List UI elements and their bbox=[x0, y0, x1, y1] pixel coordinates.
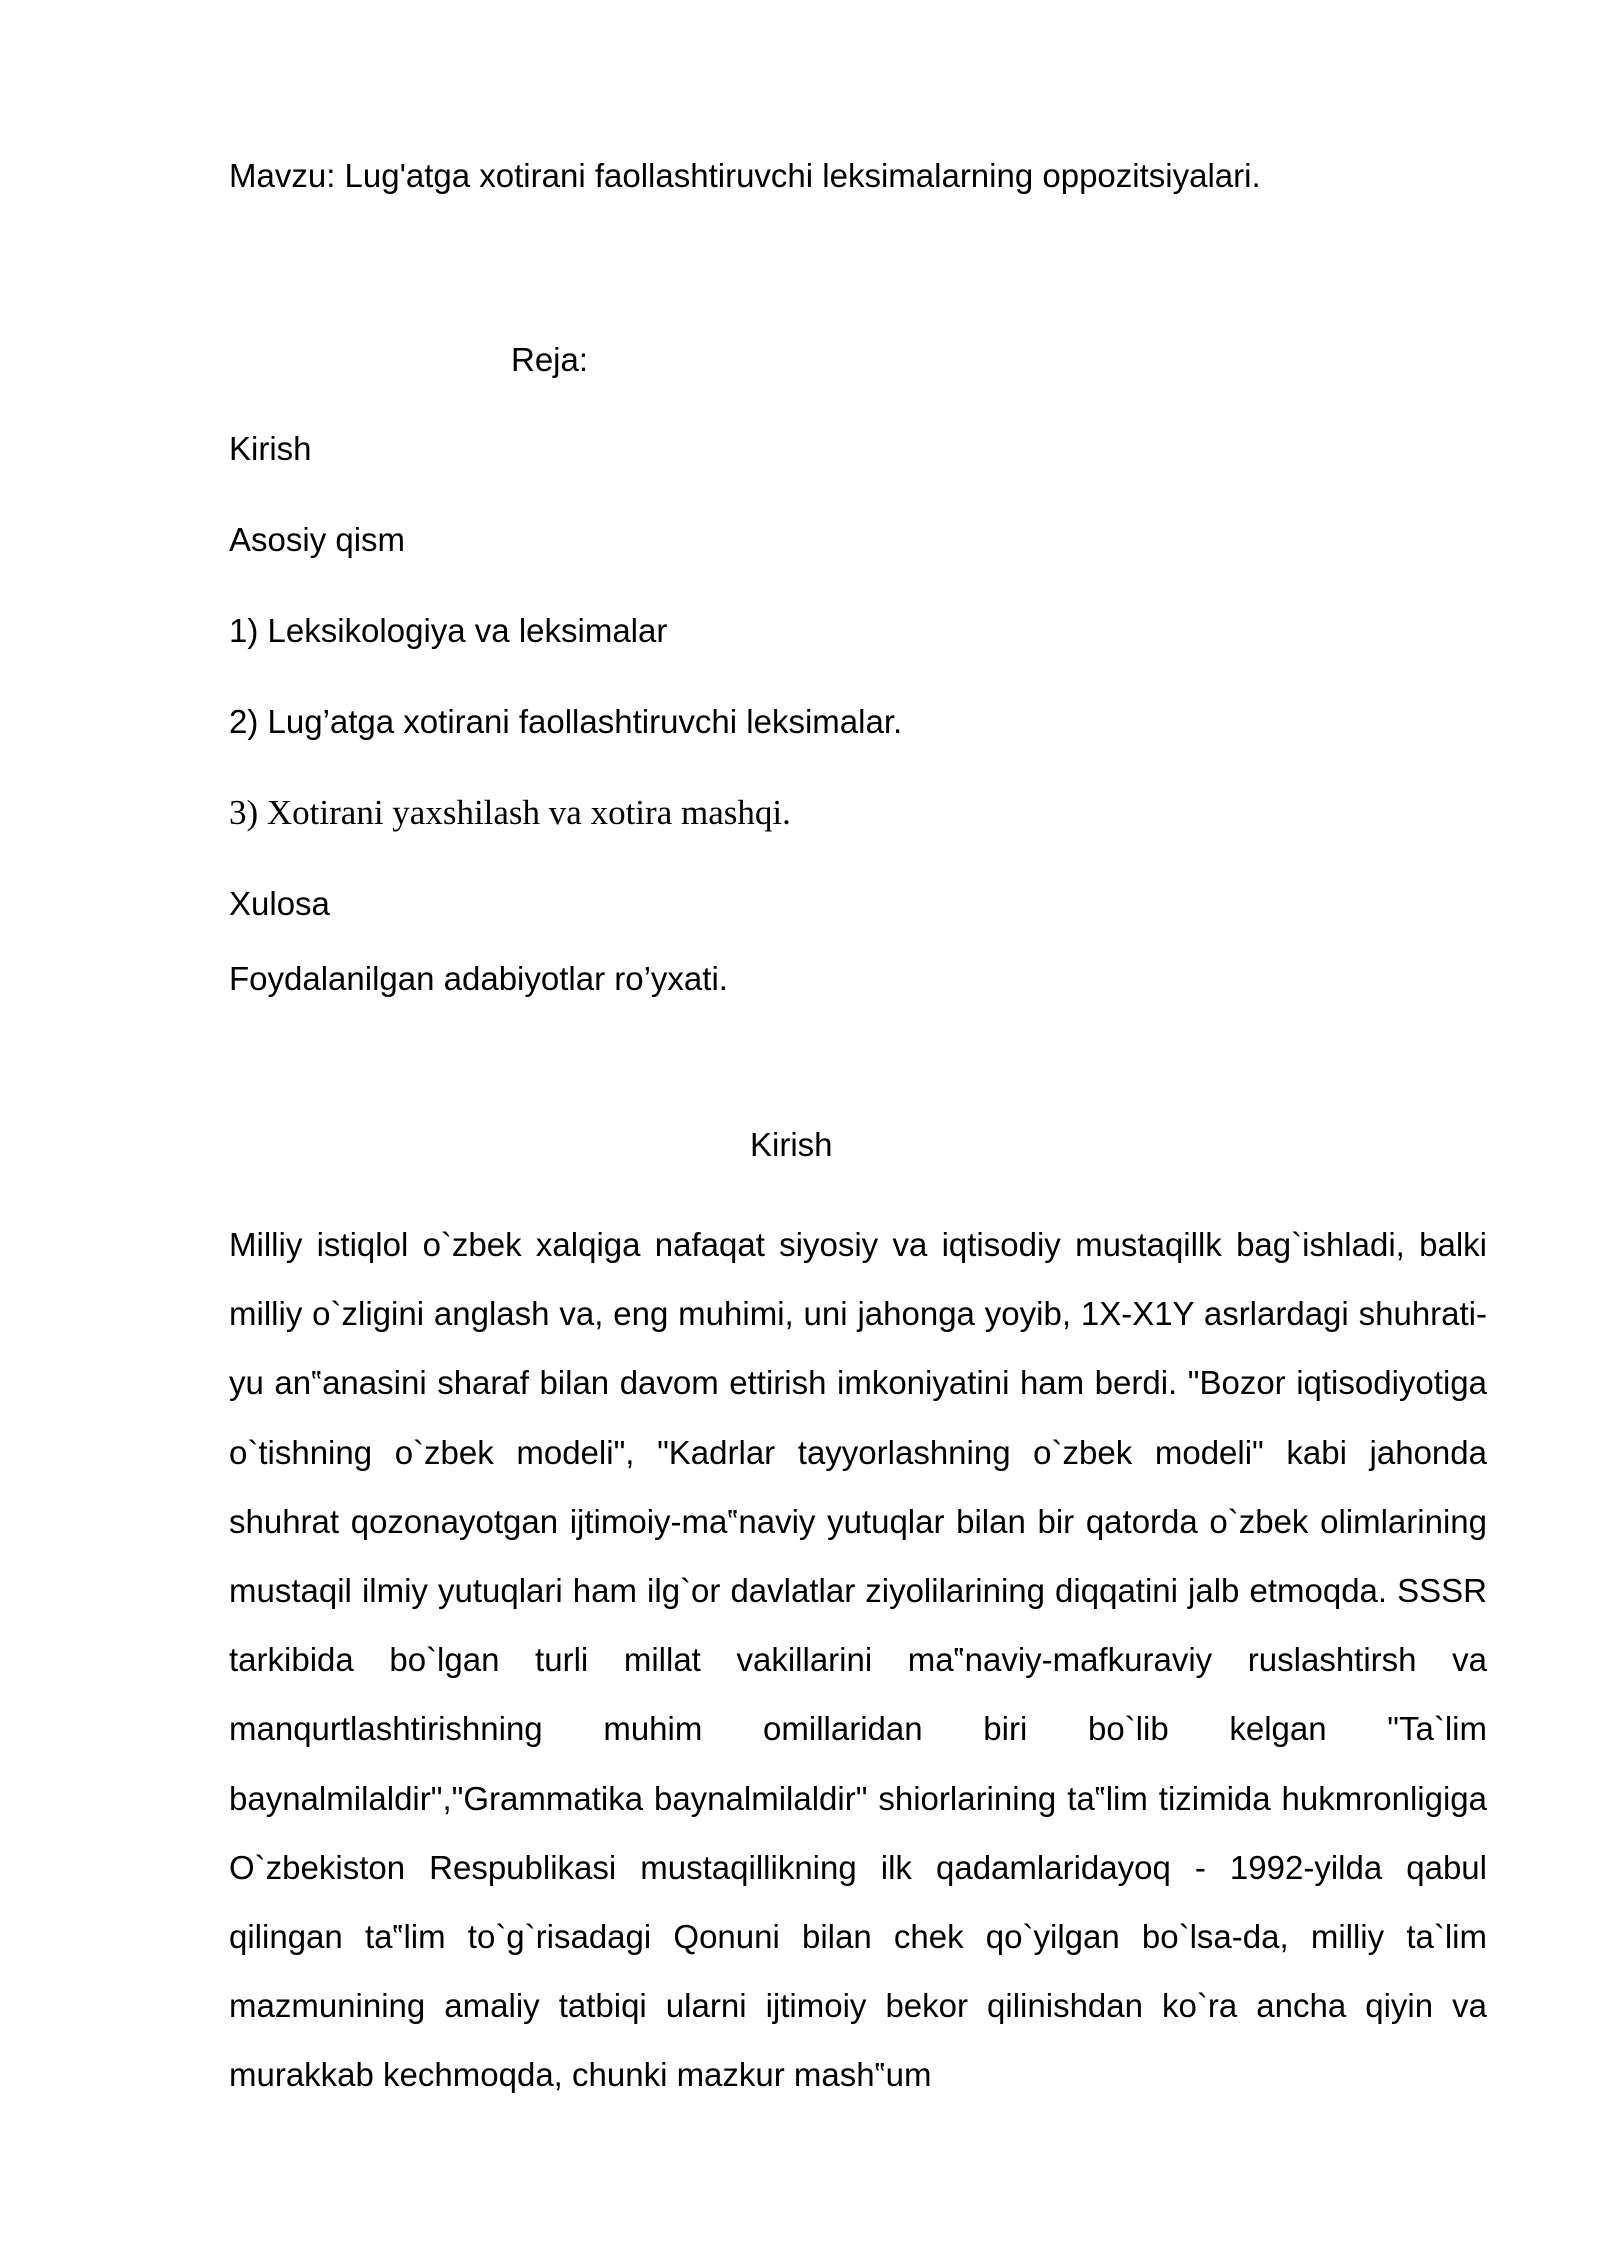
plan-item-conclusion: Xulosa bbox=[229, 885, 330, 922]
plan-item-intro: Kirish bbox=[229, 430, 312, 467]
topic-title: Mavzu: Lug'atga xotirani faollashtiruvchi leksimalarning oppozitsiyalari. bbox=[229, 157, 1261, 194]
plan-heading: Reja: bbox=[511, 341, 589, 378]
plan-item-1: 1) Leksikologiya va leksimalar bbox=[229, 612, 668, 649]
section-heading-intro: Kirish bbox=[750, 1126, 833, 1163]
plan-item-main: Asosiy qism bbox=[229, 521, 406, 558]
intro-body bbox=[229, 1210, 1487, 2110]
plan-item-references: Foydalanilgan adabiyotlar ro’yxati. bbox=[229, 960, 728, 997]
intro-paragraph: Milliy istiqlol o`zbek xalqiga nafaqat siyosiy va iqtisodiy mustaqillk bag`ishladi, balki milliy o`zligini anglash va, eng muhimi, uni jahonga yoyib, 1X-X1Y asrlardagi shuhrati-yu an‟anasini sharaf bilan davom ettirish imkoniyatini ham berdi. "Bozor iqtisodiyotiga o`tishning o`zbek modeli", "Kadrlar tayyorlashning o`zbek modeli" kabi jahonda shuhrat qozonayotgan ijtimoiy-ma‟naviy yutuqlar bilan bir qatorda o`zbek olimlarining mustaqil ilmiy yutuqlari ham ilg`or davlatlar ziyolilarining diqqatini jalb etmoqda. SSSR tarkibida bo`lgan turli millat vakillarini ma‟naviy-mafkuraviy ruslashtirsh va manqurtlashtirishning muhim omillaridan biri bo`lib kelgan "Ta`lim baynalmilaldir","Grammatika baynalmilaldir" shiorlarining ta‟lim tizimida hukmronligiga O`zbekiston Respublikasi mustaqillikning ilk qadamlaridayoq - 1992-yilda qabul qilingan ta‟lim to`g`risadagi Qonuni bilan chek qo`yilgan bo`lsa-da, milliy ta`lim mazmunining amaliy tatbiqi ularni ijtimoiy bekor qilinishdan ko`ra ancha qiyin va murakkab kechmoqda, chunki mazkur mash‟um bbox=[229, 1226, 1487, 2094]
plan-item-3: 3) Xotirani yaxshilash va xotira mashqi. bbox=[229, 793, 791, 832]
plan-item-2: 2) Lug’atga xotirani faollashtiruvchi leksimalar. bbox=[229, 703, 903, 740]
